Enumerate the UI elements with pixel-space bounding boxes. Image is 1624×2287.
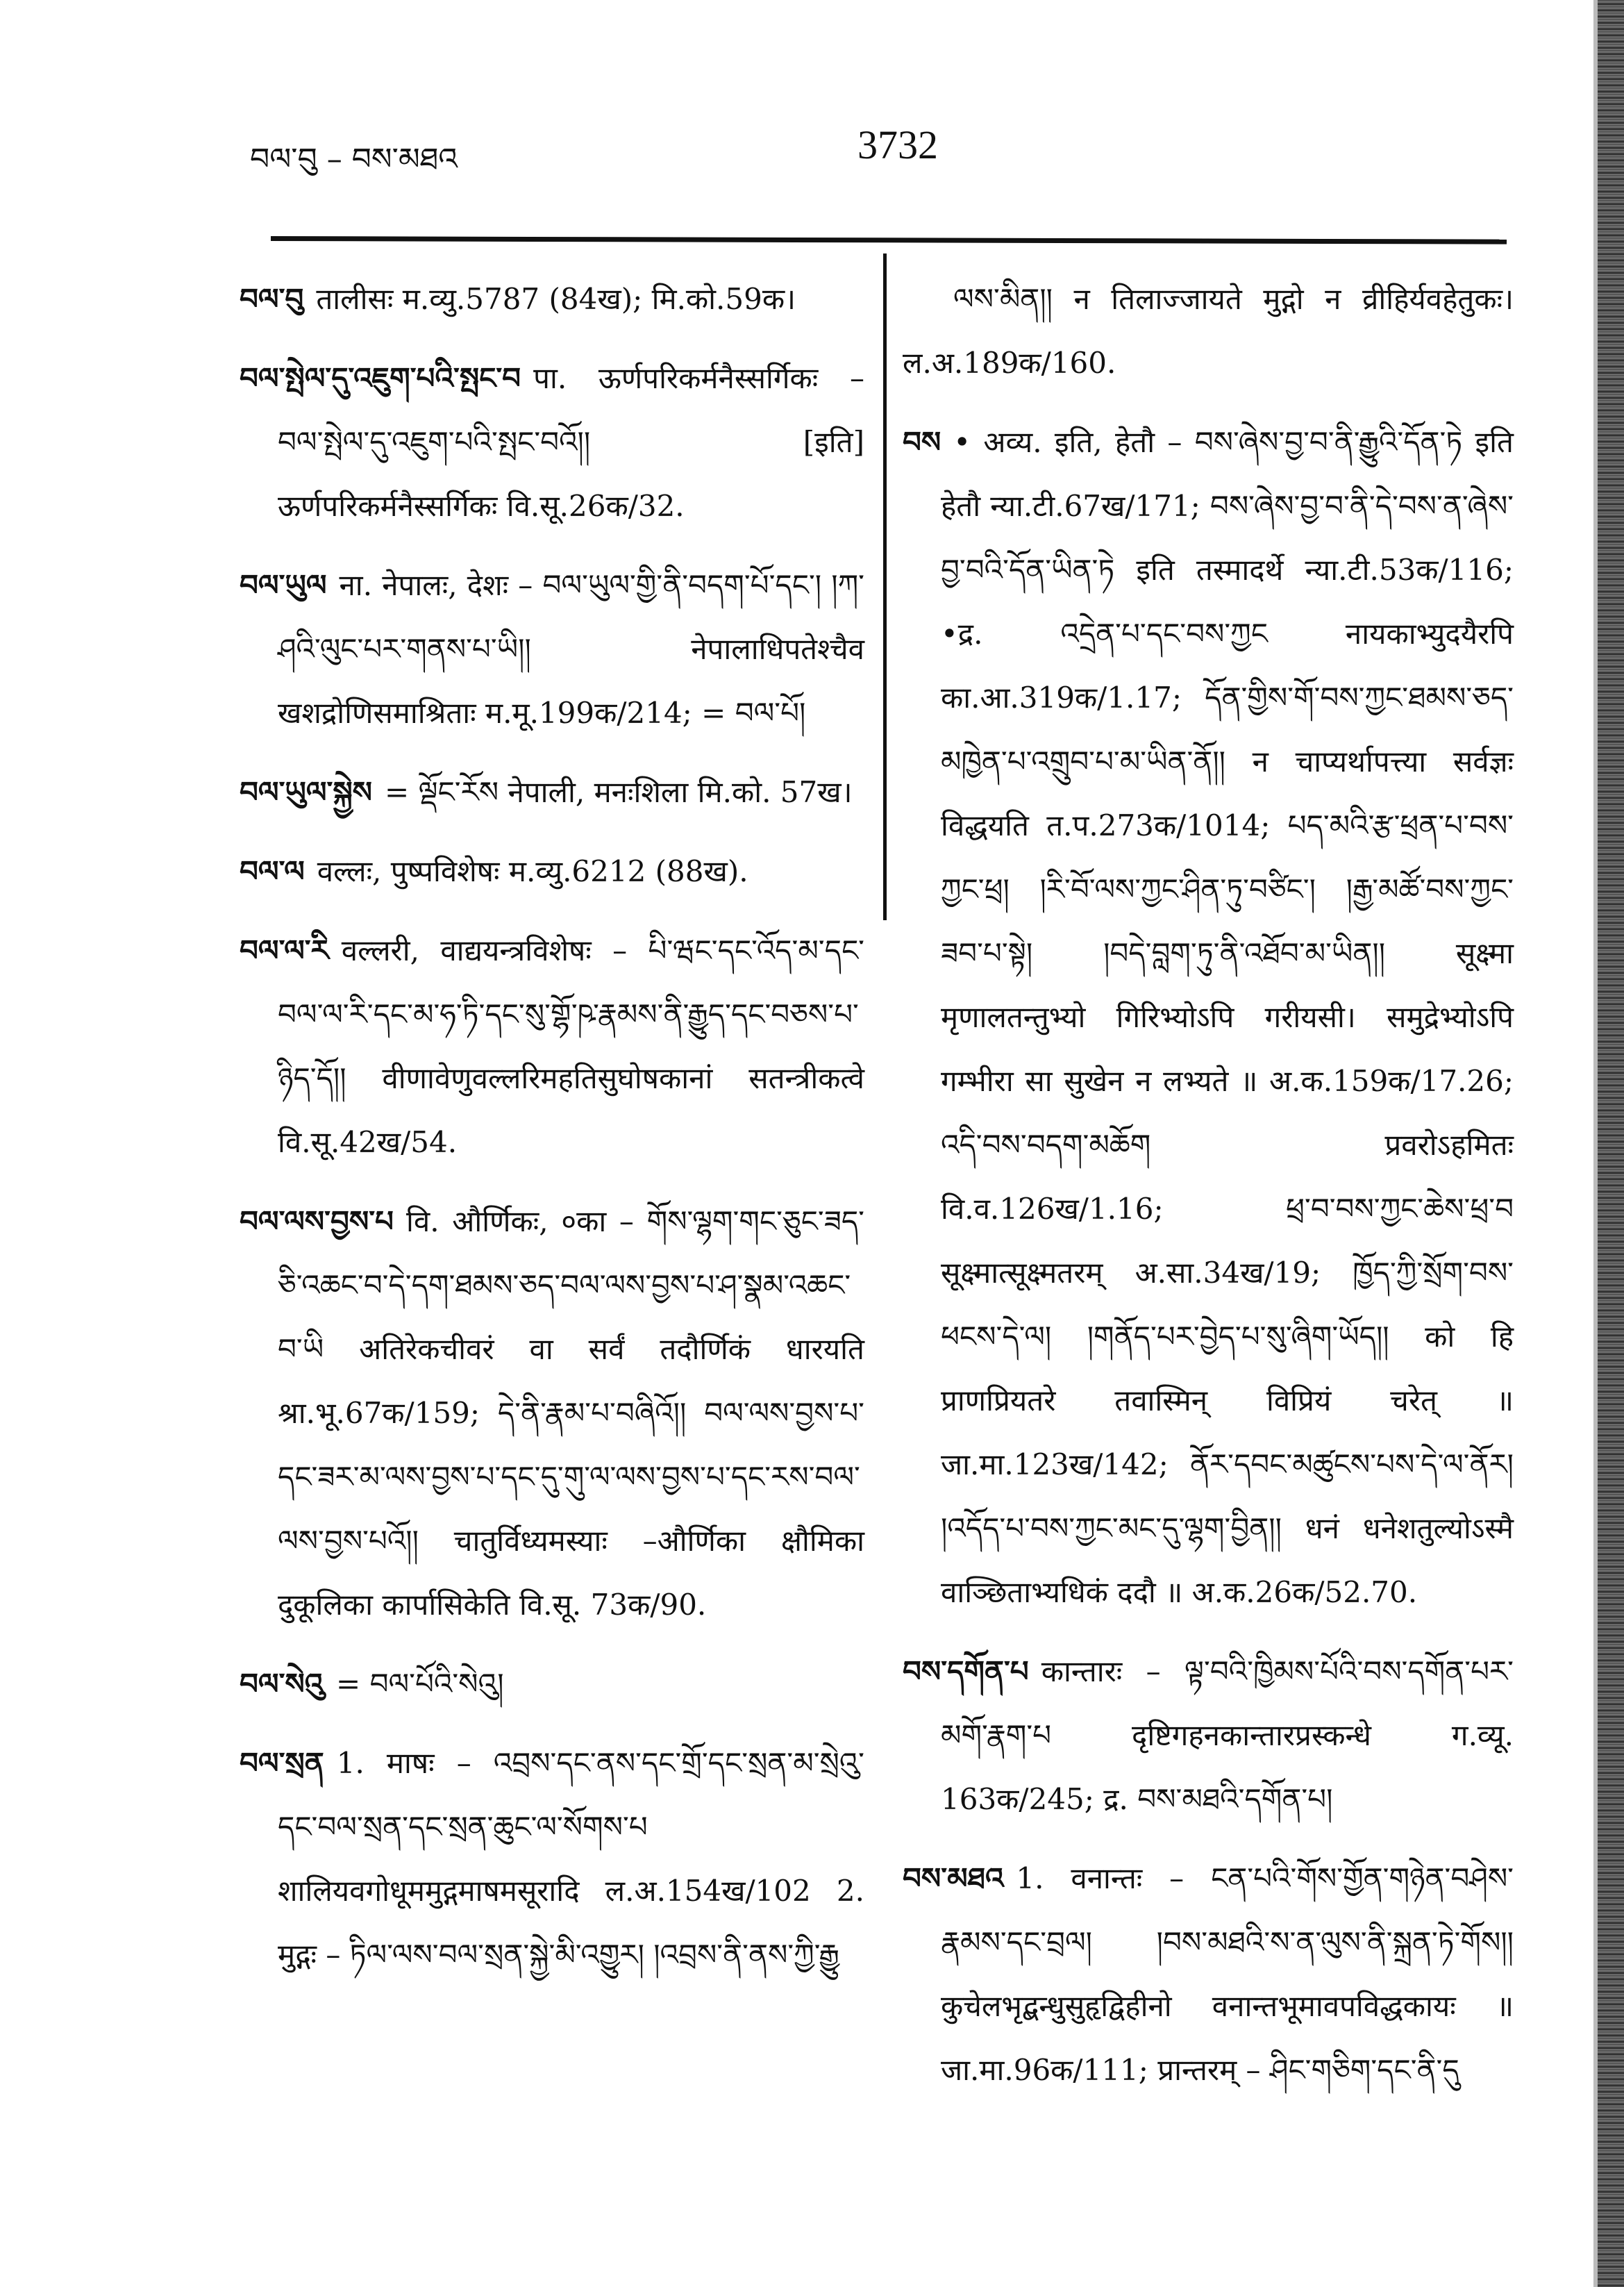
- page-number: 3732: [857, 122, 938, 167]
- scan-edge: [1598, 0, 1624, 2287]
- dictionary-entry: [240, 919, 864, 1174]
- entry-headword: བས: [903, 425, 941, 459]
- dictionary-entry: [240, 554, 864, 745]
- dictionary-entry: [240, 1652, 864, 1716]
- entry-definition: 1. वनान्तः – ངན་པའི་གོས་གྱོན་གཉེན་བཤེས་རྣམས་དང་བྲལ། །བས་མཐའི་ས་ན་ལུས་ནི་སྐྲན་ཏེ་གོས།། कुचेलभृद्बन्धुसुहृद्विहीनो वनान्तभूमावपविद्धकायः ॥ जा.मा.96क/111; प्रान्तरम् – ཤིང་གཅིག་དང་ནི་དུ: [941, 1861, 1514, 2087]
- entry-definition: ལས་མིན།། न तिलाज्जायते मुद्गो न व्रीहिर्यवहेतुकः। ल.अ.189क/160.: [903, 282, 1514, 380]
- entry-headword: བས་དགོན་པ: [903, 1654, 1029, 1688]
- entry-headword: བལ་ལ་རི: [240, 933, 329, 967]
- column-divider: [883, 253, 887, 920]
- entry-headword: བལ་ཡུལ: [240, 568, 327, 602]
- dictionary-entry: [903, 267, 1514, 395]
- dictionary-entry: [240, 840, 864, 904]
- entry-headword: བལ་སེའུ: [240, 1667, 324, 1701]
- entry-headword: བས་མཐའ: [903, 1861, 1004, 1895]
- left-column: [240, 267, 864, 2002]
- dictionary-entry: [903, 410, 1514, 1624]
- dictionary-entry: [240, 1731, 864, 1987]
- dictionary-entry: [903, 1847, 1514, 2102]
- running-header: བལ་བུ – བས་མཐའ: [250, 142, 458, 177]
- entry-definition: ना. नेपालः, देशः – བལ་ཡུལ་གྱི་ནི་བདག་པོ་དང་། །ཀ་ཤའི་ལུང་པར་གནས་པ་ཡི།། नेपालाधिपतेश्चैव खशद्रोणिसमाश्रिताः म.मू.199क/214; = བལ་པོ།: [278, 568, 864, 730]
- entry-definition: • अव्य. इति, हेतौ – བས་ཞེས་བྱ་བ་ནི་རྒྱུའི་དོན་ཏེ इति हेतौ न्या.टी.67ख/171; བས་ཞེས་བྱ་བ་ནི་དེ་བས་ན་ཞེས་བྱ་བའི་དོན་ཡིན་ཏེ इति तस्मादर्थे न्या.टी.53क/116; •द्र. འདྲེན་པ་དང་བས་ཀྱང नायकाभ्युदयैरपि का.आ.319क/1.17; དོན་གྱིས་གོ་བས་ཀྱང་ཐམས་ཅད་མཁྱེན་པ་འགྲུབ་པ་མ་ཡིན་ནོ།། न चाप्यर्थापत्त्या सर्वज्ञः विद्धयति त.प.273क/1014; པད་མའི་རྩ་ཕྲན་པ་བས་ཀྱང་ཕྲ། །རི་བོ་ལས་ཀྱང་ཤིན་ཏུ་བཙིང་། །རྒྱ་མཚོ་བས་ཀྱང་ཟབ་པ་སྟེ། །བདེ་བླག་ཏུ་ནི་འཐོབ་མ་ཡིན།། सूक्ष्मा मृणालतन्तुभ्यो गिरिभ्योऽपि गरीयसी। समुद्रेभ्योऽपि गम्भीरा सा सुखेन न लभ्यते ॥ अ.क.159क/17.26; འདི་བས་བདག་མཆོག प्रवरोऽहमितः वि.व.126ख/1.16; ཕྲ་བ་བས་ཀྱང་ཆེས་ཕྲ་བ सूक्ष्मात्सूक्ष्मतरम् अ.सा.34ख/19; ཁྱོད་ཀྱི་སྲོག་བས་ཕངས་དེ་ལ། །གནོད་པར་བྱེད་པ་སུ་ཞིག་ཡོད།། को हि प्राणप्रियतरे तवास्मिन् विप्रियं चरेत् ॥ जा.मा.123ख/142; ནོར་དབང་མཚུངས་པས་དེ་ལ་ནོར། །འདོད་པ་བས་ཀྱང་མང་དུ་ལྷག་བྱིན།། धनं धनेशतुल्योऽस्मै वाञ्छिताभ्यधिकं ददौ ॥ अ.क.26क/52.70.: [941, 425, 1514, 1609]
- entry-definition: = ལྡོང་རོས नेपाली, मनःशिला मि.को. 57ख।: [385, 775, 853, 809]
- entry-definition: पा. ऊर्णपरिकर्मनैस्सर्गिकः – བལ་སྤེལ་དུ་འཇུག་པའི་སྤང་བའོ།། [इति] ऊर्णपरिकर्मनैस्सर्गिकः वि.सू.26क/32.: [278, 361, 864, 523]
- header-rule: [271, 236, 1507, 244]
- entry-headword: བལ་ཡུལ་སྐྱེས: [240, 775, 373, 809]
- entry-definition: = བལ་པོའི་སེའུ།: [336, 1667, 504, 1701]
- entry-definition: 1. माषः – འབྲས་དང་ནས་དང་གྲོ་དང་སྲན་མ་སྲེའུ་དང་བལ་སྲན་དང་སྲན་ཆུང་ལ་སོགས་པ शालियवगोधूममुद्गमाषमसूरादि ल.अ.154ख/102 2. मुद्गः – ཏིལ་ལས་བལ་སྲན་སྐྱེ་མི་འགྱུར། །འབྲས་ནི་ནས་ཀྱི་རྒྱུ: [278, 1746, 864, 1972]
- dictionary-entry: [903, 1640, 1514, 1831]
- entry-definition: वल्लरी, वाद्ययन्त्रविशेषः – པི་ཝང་དང་འོད་མ་དང་བལ་ལ་རི་དང་མ་ཧ་ཏི་དང་སུ་གྷོ་ཥ་རྣམས་ནི་རྒྱུད་དང་བཅས་པ་ཉིད་དོ།། वीणावेणुवल्लरिमहतिसुघोषकानां सतन्त्रीकत्वे वि.सू.42ख/54.: [278, 933, 864, 1159]
- right-column: [903, 267, 1514, 2118]
- entry-definition: तालीसः म.व्यु.5787 (84ख); मि.को.59क।: [316, 282, 796, 316]
- dictionary-entry: [240, 760, 864, 824]
- entry-headword: བལ་བུ: [240, 282, 304, 316]
- dictionary-entry: [240, 1190, 864, 1637]
- entry-headword: བལ་སྲན: [240, 1746, 324, 1780]
- dictionary-entry: [240, 347, 864, 538]
- entry-definition: वल्लः, पुष्पविशेषः म.व्यु.6212 (88ख).: [317, 854, 748, 888]
- entry-headword: བལ་ལ: [240, 854, 305, 888]
- entry-definition: कान्तारः – ལྟ་བའི་ཁྱིམས་པོའི་བས་དགོན་པར་མགོ་རྣག་པ दृष्टिगहनकान्तारप्रस्कन्धे ग.व्यू. 163क/245; द्र. བས་མཐའི་དགོན་པ།: [941, 1654, 1514, 1816]
- entry-headword: བལ་ལས་བྱས་པ: [240, 1204, 394, 1238]
- entry-definition: वि. और्णिकः, ०का – གོས་ལྷག་གང་ཅུང་ཟད་ཅི་འཆང་བ་དེ་དག་ཐམས་ཅད་བལ་ལས་བྱས་པ་ཤ་སྣམ་འཆང་བ་ཡི अतिरेकचीवरं वा सर्वं तदौर्णिकं धारयति श्रा.भू.67क/159; དེ་ནི་རྣམ་པ་བཞིའོ།། བལ་ལས་བྱས་པ་དང་ཟར་མ་ལས་བྱས་པ་དང་དུ་གུ་ལ་ལས་བྱས་པ་དང་རས་བལ་ལས་བྱས་པའོ།། चातुर्विध्यमस्याः –और्णिका क्षौमिका दुकूलिका कार्पासिकेति वि.सू. 73क/90.: [278, 1204, 864, 1622]
- dictionary-entry: [240, 267, 864, 331]
- entry-headword: བལ་སྤེལ་དུ་འཇུག་པའི་སྤང་བ: [240, 361, 521, 395]
